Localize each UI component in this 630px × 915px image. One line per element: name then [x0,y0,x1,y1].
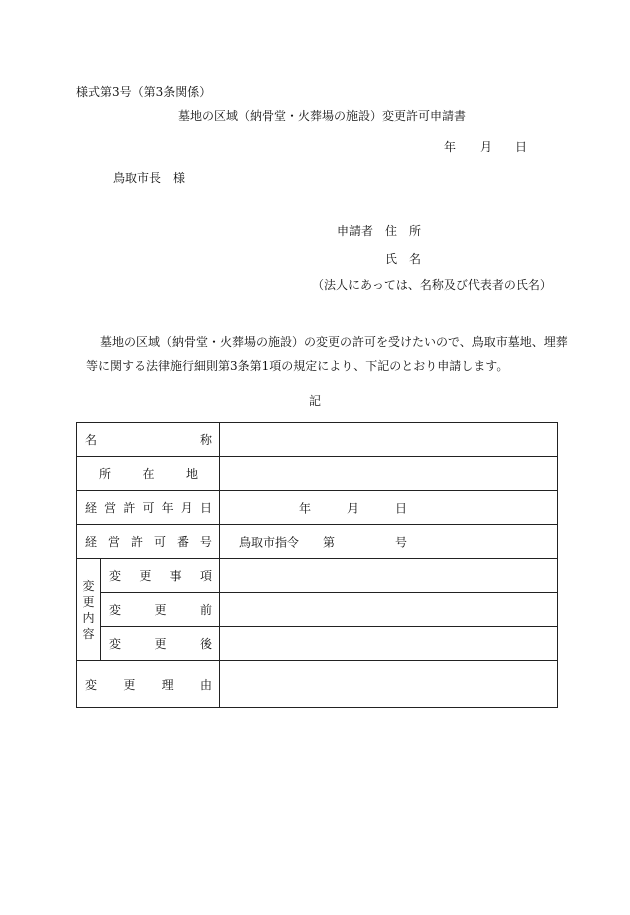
reason-row-label [77,661,220,708]
jt-label [85,676,212,693]
before-label [101,593,220,627]
label-char: 営 [104,501,117,515]
side-char: 更 [82,594,95,609]
permit-year-label: 年 [299,501,312,515]
reason-input-cell[interactable] [220,661,558,708]
label-char: 所 [99,467,112,481]
label-char: 年 [161,501,174,515]
after-label [101,627,220,661]
table-row [77,559,558,593]
jt-label [85,499,212,516]
label-char: 可 [142,501,155,515]
application-table [76,422,558,708]
table-row [77,593,558,627]
address-label: 住 所 [385,224,422,238]
permit-number-go: 号 [395,535,408,549]
before-input-cell[interactable] [220,593,558,627]
jt-label [109,567,212,584]
form-number: 様式第3号（第3条関係） [76,85,212,99]
label-char: 事 [169,569,182,583]
permit-number-prefix: 鳥取市指令 [239,535,300,549]
side-char: 内 [82,610,95,625]
label-char: 営 [107,535,120,549]
permit-number-input-cell[interactable] [220,525,558,559]
side-char: 容 [82,626,95,641]
label-char: 月 [180,501,193,515]
addressee: 鳥取市長 様 [113,171,186,185]
table-row [77,525,558,559]
label-char: 変 [109,603,122,617]
label-char: 更 [139,569,152,583]
table-row [77,627,558,661]
date-year: 年 [444,140,457,154]
label-char: 許 [123,501,136,515]
label-char: 番 [176,535,189,549]
label-char: 日 [199,501,212,515]
permit-date-input-cell[interactable] [220,491,558,525]
applicant-note: （法人にあっては、名称及び代表者の氏名） [312,278,552,292]
label-char: 更 [154,603,167,617]
label-char: 由 [199,677,212,692]
permit-day-label: 日 [395,501,408,515]
label-char: 許 [130,535,143,549]
label-char: 変 [109,637,122,651]
label-char: 名 [85,433,98,447]
jt-label [109,601,212,618]
permit-date-row-label [77,491,220,525]
location-row-label [77,457,220,491]
label-char: 称 [199,433,212,447]
permit-number-dai: 第 [323,535,336,549]
change-item-input-cell[interactable] [220,559,558,593]
permit-number-row-label [77,525,220,559]
label-char: 前 [199,603,212,617]
label-char: 項 [199,569,212,583]
label-char: 経 [85,535,98,549]
table-row [77,423,558,457]
label-char: 地 [185,467,198,481]
date-day: 日 [515,140,528,154]
label-char: 可 [153,535,166,549]
applicant-label: 申請者 [337,224,374,238]
label-char: 在 [142,467,155,481]
permit-month-label: 月 [347,501,360,515]
label-char: 変 [109,569,122,583]
name-input-cell[interactable] [220,423,558,457]
jt-label [85,465,212,482]
table-row [77,457,558,491]
location-input-cell[interactable] [220,457,558,491]
label-char: 変 [85,677,98,692]
name-row-label [77,423,220,457]
table-row [77,661,558,708]
body-text-line-2: 等に関する法律施行細則第3条第1項の規定により、下記のとおり申請します。 [86,359,509,373]
label-char: 経 [85,501,98,515]
label-char: 理 [161,677,174,692]
date-month: 月 [480,140,493,154]
name-label: 氏 名 [385,252,422,266]
change-item-label [101,559,220,593]
jt-label [85,533,212,550]
ki-heading: 記 [309,394,322,408]
after-input-cell[interactable] [220,627,558,661]
label-char: 更 [123,677,136,692]
label-char: 更 [154,637,167,651]
jt-label [85,431,212,448]
label-char: 後 [199,637,212,651]
body-text-line-1: 墓地の区域（納骨堂・火葬場の施設）の変更の許可を受けたいので、鳥取市墓地、埋葬 [100,335,568,349]
jt-label [109,635,212,652]
change-content-side-label [77,559,101,661]
side-char: 変 [82,578,95,593]
page-title: 墓地の区域（納骨堂・火葬場の施設）変更許可申請書 [178,109,467,123]
label-char: 号 [199,535,212,549]
table-row [77,491,558,525]
